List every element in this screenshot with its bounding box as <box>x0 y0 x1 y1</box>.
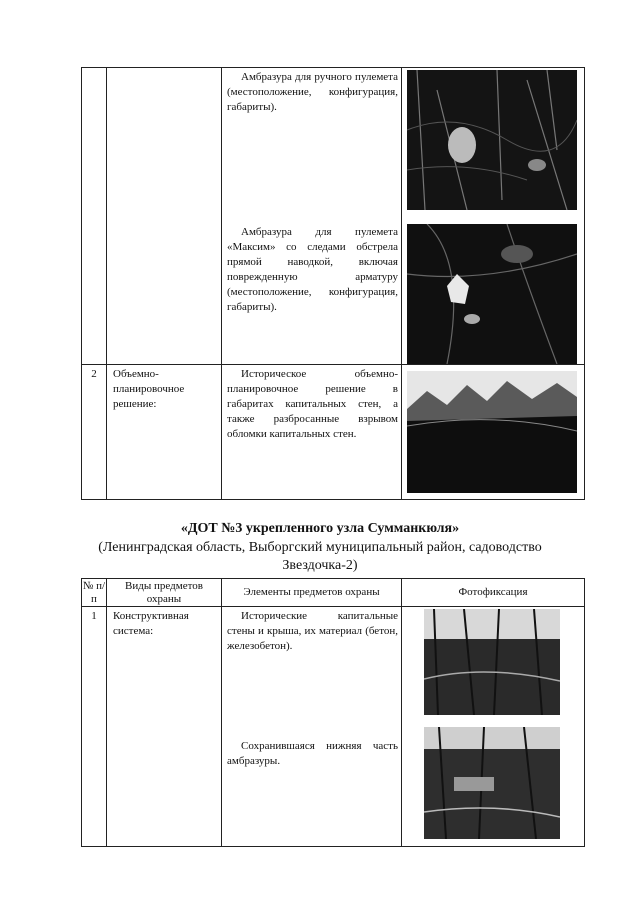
photo-embrasure-light-mg <box>407 70 577 210</box>
element-description: Амбразура для ручного пулемета (местоположение, конфигурация, габариты). <box>227 71 398 113</box>
section-title: «ДОТ №3 укрепленного узла Сумманкюля» <box>180 521 460 536</box>
protection-type <box>107 68 222 365</box>
header-photo: Фотофиксация <box>402 579 585 607</box>
header-number: № п/п <box>82 579 106 605</box>
element-description: Историческое объемно-планировочное решение в габаритах капитальных стен, а также разбросанные взрывом обломки капитальных стен. <box>227 368 398 440</box>
photo-dot-ruins <box>407 371 577 493</box>
element-description: Амбразура для пулемета «Максим» со следами обстрела прямой наводкой, включая поврежденную арматуру (местоположение, конфигурация, габариты). <box>227 226 398 313</box>
table-row <box>82 365 585 500</box>
photo-cell <box>402 607 585 847</box>
protection-table-continued <box>81 67 585 500</box>
elements-cell <box>222 607 402 847</box>
header-elements: Элементы предметов охраны <box>222 579 402 607</box>
protection-type: Конструктивная система: <box>107 607 222 847</box>
table-header-row <box>82 579 585 607</box>
table-row <box>82 68 585 365</box>
row-number: 1 <box>82 607 107 847</box>
photo-cell <box>402 365 585 500</box>
element-description: Сохранившаяся нижняя часть амбразуры. <box>227 740 398 767</box>
row-number <box>82 68 107 365</box>
protection-table <box>81 578 585 847</box>
element-description: Исторические капитальные стены и крыша, их материал (бетон, железобетон). <box>227 610 398 652</box>
section-subtitle-line1: (Ленинградская область, Выборгский муниципальный район, садоводство <box>98 540 542 555</box>
header-types: Виды предметов охраны <box>107 579 222 607</box>
elements-cell <box>222 365 402 500</box>
protection-type: Объемно-планировочное решение: <box>107 365 222 500</box>
elements-cell <box>222 68 402 365</box>
photo-cell <box>402 68 585 365</box>
row-number: 2 <box>82 365 107 500</box>
photo-embrasure-lower <box>424 727 560 839</box>
photo-embrasure-maxim <box>407 224 577 364</box>
section-subtitle-line2: Звездочка-2) <box>282 558 358 573</box>
table-row <box>82 607 585 847</box>
photo-walls-roof <box>424 609 560 715</box>
